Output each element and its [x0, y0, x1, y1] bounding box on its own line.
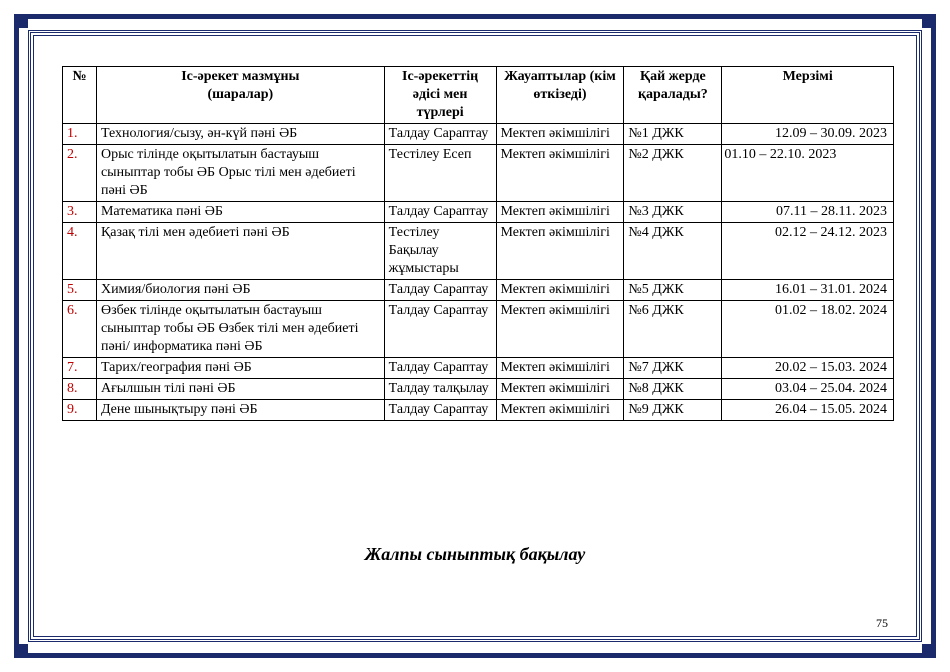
row-responsible: Мектеп әкімшілігі: [496, 124, 624, 145]
table-header-row: [63, 67, 894, 124]
row-content: Дене шынықтыру пәні ӘБ: [96, 400, 384, 421]
table-row: [63, 145, 894, 202]
row-place: №1 ДЖК: [624, 124, 722, 145]
table-row: [63, 223, 894, 280]
row-responsible: Мектеп әкімшілігі: [496, 301, 624, 358]
row-date: 01.02 – 18.02. 2024: [722, 301, 894, 358]
row-number: 7.: [63, 358, 97, 379]
row-date: 01.10 – 22.10. 2023: [722, 145, 894, 202]
row-method: Талдау Сараптау: [384, 358, 496, 379]
control-plan-table: [62, 66, 894, 421]
row-number: 8.: [63, 379, 97, 400]
row-date: 26.04 – 15.05. 2024: [722, 400, 894, 421]
row-place: №3 ДЖК: [624, 202, 722, 223]
row-date: 12.09 – 30.09. 2023: [722, 124, 894, 145]
row-method: Талдау талқылау: [384, 379, 496, 400]
row-content: Өзбек тілінде оқытылатын бастауыш сыныптар тобы ӘБ Өзбек тілі мен әдебиеті пәні/ информатика пәні ӘБ: [96, 301, 384, 358]
row-content: Тарих/география пәні ӘБ: [96, 358, 384, 379]
row-method: Талдау Сараптау: [384, 400, 496, 421]
row-method: Талдау Сараптау: [384, 280, 496, 301]
row-content: Ағылшын тілі пәні ӘБ: [96, 379, 384, 400]
row-place: №8 ДЖК: [624, 379, 722, 400]
page-number: 75: [876, 616, 888, 630]
table-row: [63, 202, 894, 223]
row-number: 1.: [63, 124, 97, 145]
table-row: [63, 400, 894, 421]
row-number: 2.: [63, 145, 97, 202]
border-corner: [922, 644, 936, 658]
row-content: Математика пәні ӘБ: [96, 202, 384, 223]
row-date: 16.01 – 31.01. 2024: [722, 280, 894, 301]
row-responsible: Мектеп әкімшілігі: [496, 400, 624, 421]
row-method: Талдау Сараптау: [384, 202, 496, 223]
row-method: Тестілеу Есеп: [384, 145, 496, 202]
table-row: [63, 301, 894, 358]
table-row: [63, 379, 894, 400]
row-content: Қазақ тілі мен әдебиеті пәні ӘБ: [96, 223, 384, 280]
table-row: [63, 124, 894, 145]
row-responsible: Мектеп әкімшілігі: [496, 223, 624, 280]
row-content: Технология/сызу, ән-күй пәні ӘБ: [96, 124, 384, 145]
row-date: 07.11 – 28.11. 2023: [722, 202, 894, 223]
header-date: Мерзімі: [722, 67, 894, 124]
header-number: №: [63, 67, 97, 124]
row-responsible: Мектеп әкімшілігі: [496, 202, 624, 223]
row-method: Тестілеу Бақылау жұмыстары: [384, 223, 496, 280]
header-content: Іс-әрекет мазмұны (шаралар): [96, 67, 384, 124]
row-responsible: Мектеп әкімшілігі: [496, 280, 624, 301]
table-row: [63, 358, 894, 379]
border-corner: [922, 14, 936, 28]
header-responsible: Жауаптылар (кім өткізеді): [496, 67, 624, 124]
header-place: Қай жерде қаралады?: [624, 67, 722, 124]
row-responsible: Мектеп әкімшілігі: [496, 379, 624, 400]
row-responsible: Мектеп әкімшілігі: [496, 145, 624, 202]
row-place: №9 ДЖК: [624, 400, 722, 421]
row-date: 03.04 – 25.04. 2024: [722, 379, 894, 400]
table-row: [63, 280, 894, 301]
row-content: Химия/биология пәні ӘБ: [96, 280, 384, 301]
row-responsible: Мектеп әкімшілігі: [496, 358, 624, 379]
row-place: №4 ДЖК: [624, 223, 722, 280]
row-method: Талдау Сараптау: [384, 124, 496, 145]
row-content: Орыс тілінде оқытылатын бастауыш сыныптар тобы ӘБ Орыс тілі мен әдебиеті пәні ӘБ: [96, 145, 384, 202]
row-place: №2 ДЖК: [624, 145, 722, 202]
row-method: Талдау Сараптау: [384, 301, 496, 358]
row-number: 9.: [63, 400, 97, 421]
row-place: №5 ДЖК: [624, 280, 722, 301]
row-number: 5.: [63, 280, 97, 301]
header-method: Іс-әрекеттің әдісі мен түрлері: [384, 67, 496, 124]
row-place: №6 ДЖК: [624, 301, 722, 358]
border-corner: [14, 644, 28, 658]
row-place: №7 ДЖК: [624, 358, 722, 379]
border-corner: [14, 14, 28, 28]
row-number: 4.: [63, 223, 97, 280]
row-date: 02.12 – 24.12. 2023: [722, 223, 894, 280]
row-date: 20.02 – 15.03. 2024: [722, 358, 894, 379]
row-number: 3.: [63, 202, 97, 223]
section-title: Жалпы сыныптық бақылау: [364, 544, 586, 564]
row-number: 6.: [63, 301, 97, 358]
